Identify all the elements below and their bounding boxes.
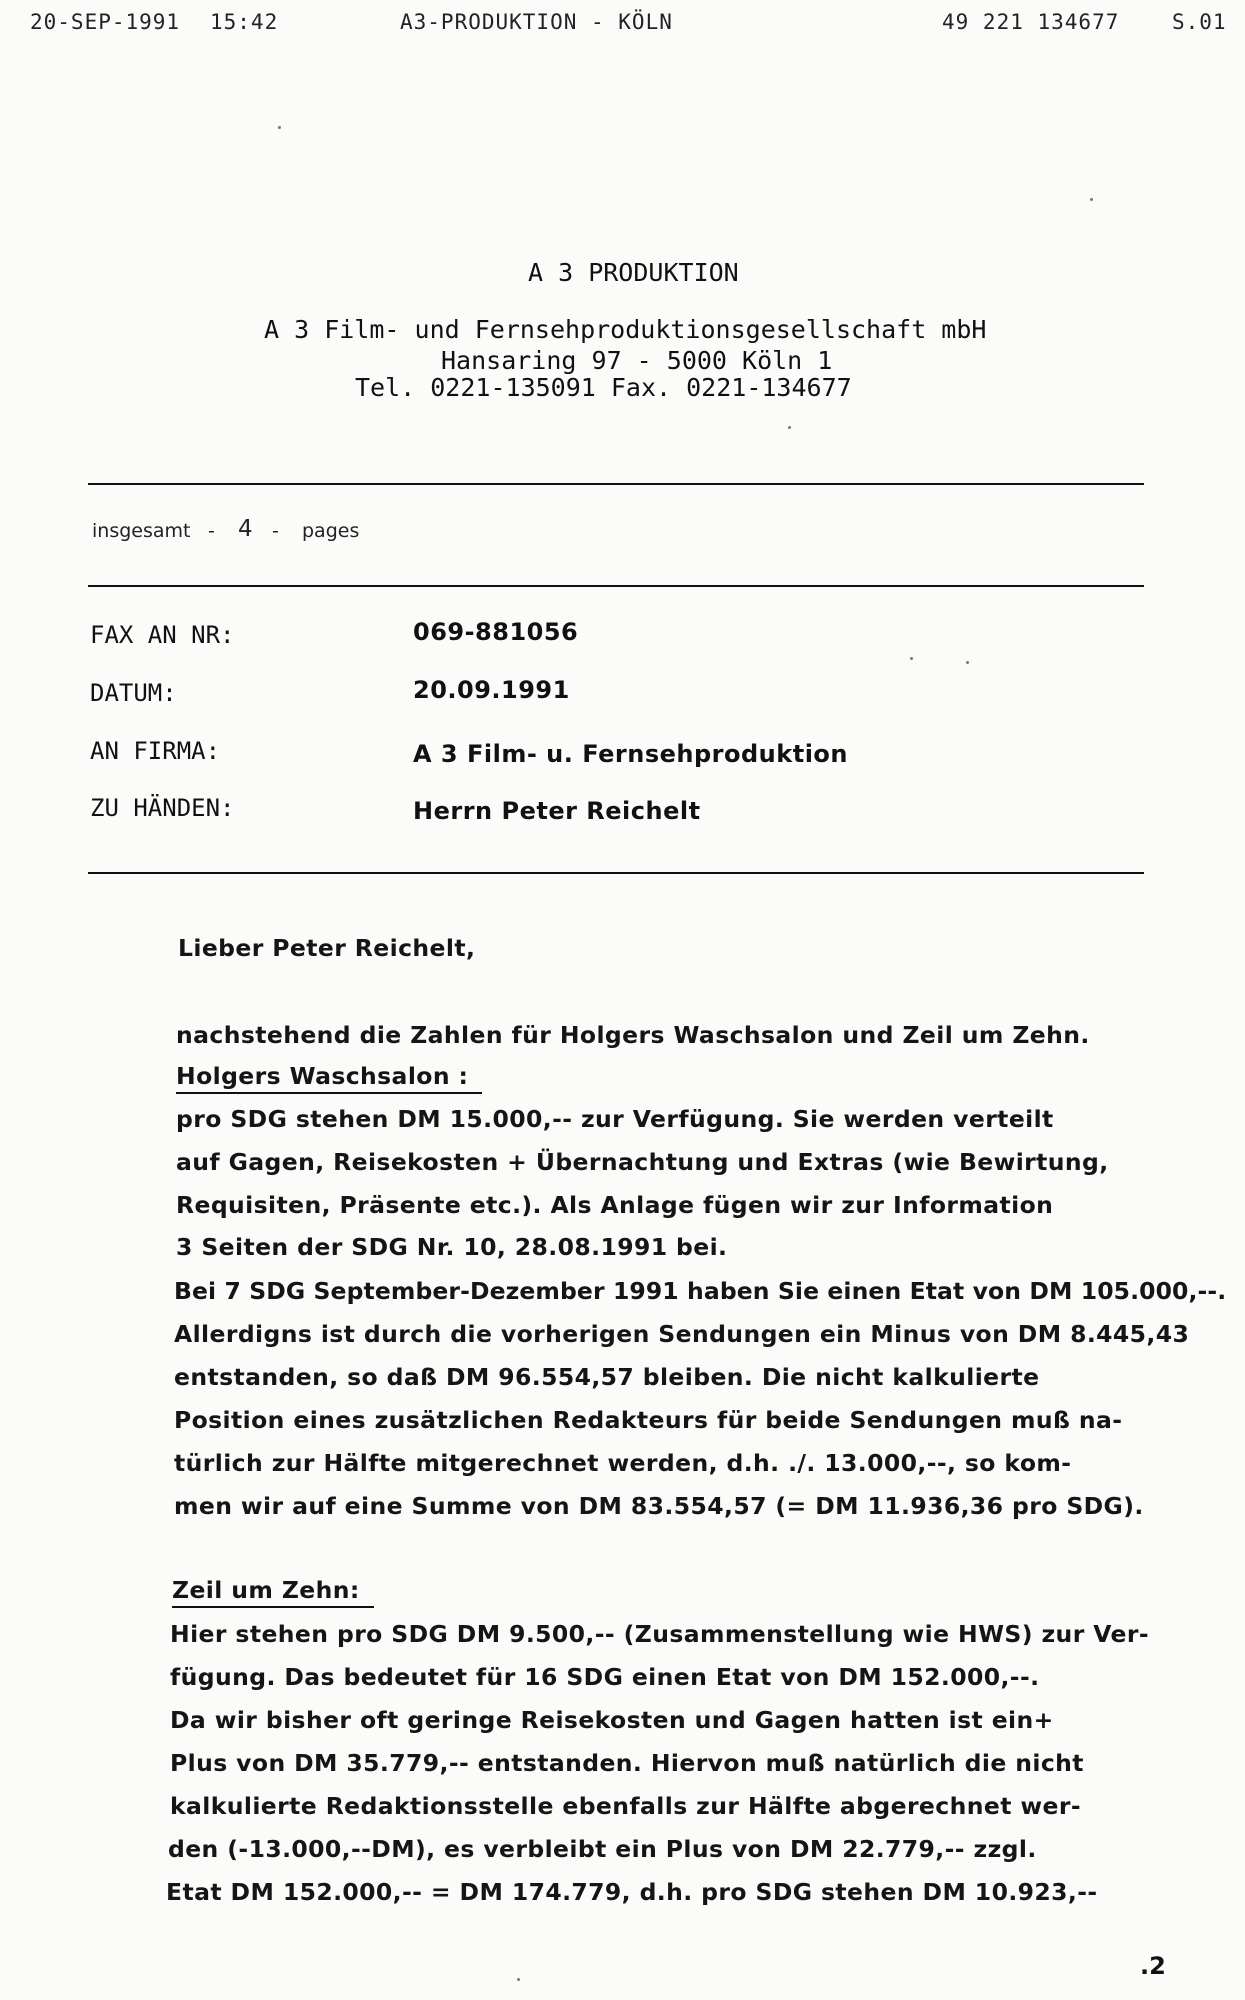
page-count-dash: - [272,520,279,542]
intro-line: nachstehend die Zahlen für Holgers Waschsalon und Zeil um Zehn. [176,1021,1090,1049]
salutation: Lieber Peter Reichelt, [178,934,476,962]
company-value: A 3 Film- u. Fernsehproduktion [413,740,848,768]
date-label: DATUM: [90,679,177,707]
fax-sender: A3-PRODUKTION - KÖLN [400,10,673,34]
body-line: Hier stehen pro SDG DM 9.500,-- (Zusammenstellung wie HWS) zur Ver- [170,1620,1150,1648]
fax-number-value: 069-881056 [413,618,579,646]
page-count-dash: - [208,520,215,542]
scan-speck [517,1978,520,1981]
body-line: Requisiten, Präsente etc.). Als Anlage fügen wir zur Information [176,1191,1054,1219]
body-line: pro SDG stehen DM 15.000,-- zur Verfügung. Sie werden verteilt [176,1105,1054,1133]
body-line: Plus von DM 35.779,-- entstanden. Hiervon muß natürlich die nicht [170,1749,1084,1777]
body-line: Etat DM 152.000,-- = DM 174.779, d.h. pro SDG stehen DM 10.923,-- [166,1878,1098,1906]
company-full-name: A 3 Film- und Fernsehproduktionsgesellschaft mbH [264,315,987,344]
company-name: A 3 PRODUKTION [528,258,739,287]
fax-number: 49 221 134677 [942,10,1120,34]
attention-label: ZU HÄNDEN: [90,794,235,822]
scan-speck [910,657,913,660]
body-line: Position eines zusätzlichen Redakteurs für beide Sendungen muß na- [174,1406,1123,1434]
body-line: auf Gagen, Reisekosten + Übernachtung und Extras (wie Bewirtung, [176,1148,1109,1176]
body-line: 3 Seiten der SDG Nr. 10, 28.08.1991 bei. [176,1233,728,1261]
next-page-marker: .2 [1140,1952,1166,1980]
date-value: 20.09.1991 [413,676,570,704]
fax-page-number: S.01 [1172,10,1227,34]
section-heading-zeil-um-zehn: Zeil um Zehn: [172,1576,374,1608]
body-line: entstanden, so daß DM 96.554,57 bleiben. Die nicht kalkulierte [174,1363,1040,1391]
company-address: Hansaring 97 - 5000 Köln 1 [441,346,833,375]
company-contact: Tel. 0221-135091 Fax. 0221-134677 [355,373,852,402]
divider [88,483,1144,485]
body-line: fügung. Das bedeutet für 16 SDG einen Etat von DM 152.000,--. [170,1663,1040,1691]
fax-time: 15:42 [210,10,279,34]
fax-number-label: FAX AN NR: [90,621,235,649]
body-line: Da wir bisher oft geringe Reisekosten und Gagen hatten ist ein+ [170,1706,1054,1734]
fax-date: 20-SEP-1991 [30,10,181,34]
attention-value: Herrn Peter Reichelt [413,797,701,825]
page-count-prefix: insgesamt [92,520,191,542]
company-label: AN FIRMA: [90,737,221,765]
page-count-suffix: pages [302,520,360,542]
body-line: türlich zur Hälfte mitgerechnet werden, d.h. ./. 13.000,--, so kom- [174,1449,1072,1477]
body-line: den (-13.000,--DM), es verbleibt ein Plus von DM 22.779,-- zzgl. [168,1835,1037,1863]
body-line: Bei 7 SDG September-Dezember 1991 haben Sie einen Etat von DM 105.000,--. [174,1277,1227,1305]
scan-speck [1090,198,1093,201]
body-line: kalkulierte Redaktionsstelle ebenfalls zur Hälfte abgerechnet wer- [170,1792,1082,1820]
scan-speck [278,126,281,129]
divider [88,872,1144,874]
body-line: men wir auf eine Summe von DM 83.554,57 (= DM 11.936,36 pro SDG). [174,1492,1144,1520]
section-heading-holgers-waschsalon: Holgers Waschsalon : [176,1062,482,1094]
body-line: Allerdigns ist durch die vorherigen Sendungen ein Minus von DM 8.445,43 [174,1320,1190,1348]
scan-speck [788,426,791,429]
divider [88,585,1144,587]
page-count-value: 4 [238,516,253,542]
scan-speck [966,661,969,664]
